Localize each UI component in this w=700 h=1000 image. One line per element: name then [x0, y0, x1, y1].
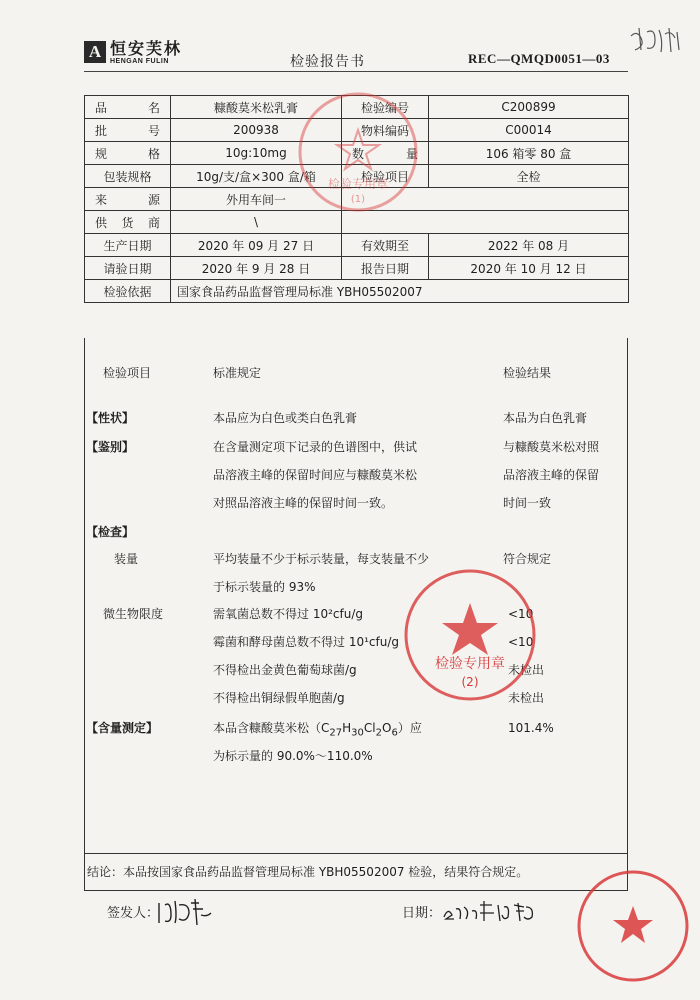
microbial-standard: 不得检出铜绿假单胞菌/g — [213, 691, 345, 705]
identification-result-line: 与糠酸莫米松对照 — [503, 440, 600, 454]
table-row — [85, 280, 629, 303]
microbial-result: <10 — [508, 635, 534, 649]
assay-text-suffix: ）应 — [397, 721, 422, 735]
mfg-date-label: 生产日期 — [85, 234, 171, 257]
basis-label: 检验依据 — [85, 280, 171, 303]
quantity-value: 106 箱零 80 盒 — [429, 142, 629, 165]
corner-signature-scribble — [625, 22, 685, 62]
company-name-cn: 恒安芙林 — [110, 39, 183, 58]
product-name-value: 糠酸莫米松乳膏 — [171, 96, 342, 119]
handwritten-date — [440, 897, 540, 925]
formula-element: Cl — [363, 721, 376, 735]
company-name-en: HENGAN FULIN — [110, 58, 169, 65]
spec-value: 10g:10mg — [171, 142, 342, 165]
conclusion-text: 结论：本品按国家食品药品监督管理局标准 YBH05502007 检验，结果符合规定。 — [87, 865, 529, 879]
table-row — [85, 211, 629, 234]
table-row — [85, 234, 629, 257]
table-row — [85, 165, 629, 188]
date-label: 日期： — [402, 906, 442, 921]
source-value: 外用车间一 — [171, 188, 342, 211]
batch-value: 200938 — [171, 119, 342, 142]
empty-cell — [429, 188, 629, 211]
formula-element: O — [381, 721, 392, 735]
identification-standard-line: 对照品溶液主峰的保留时间一致。 — [213, 496, 394, 510]
header-divider — [84, 71, 628, 72]
stamp-star-icon — [613, 906, 653, 943]
test-no-label: 检验编号 — [342, 96, 429, 119]
assay-result: 101.4% — [508, 721, 554, 735]
mfg-date-value: 2020 年 09 月 27 日 — [171, 234, 342, 257]
table-row — [85, 119, 629, 142]
document-title: 检验报告书 — [290, 54, 365, 70]
product-info-table — [84, 95, 629, 303]
expiry-label: 有效期至 — [342, 234, 429, 257]
empty-cell — [342, 188, 429, 211]
package-spec-label: 包装规格 — [85, 165, 171, 188]
basis-value: 国家食品药品监督管理局标准 YBH05502007 — [171, 280, 629, 303]
identification-result-line: 品溶液主峰的保留 — [503, 468, 600, 482]
stamp1-text: 检验专用章 — [327, 177, 389, 191]
formula-element: H — [342, 721, 352, 735]
column-header-standard: 标准规定 — [213, 366, 262, 380]
identification-title: 【鉴别】 — [86, 440, 135, 454]
fill-label: 装量 — [114, 552, 139, 566]
expiry-value: 2022 年 08 月 — [429, 234, 629, 257]
stamp2-number: (2) — [461, 675, 479, 689]
appearance-title: 【性状】 — [86, 411, 135, 425]
assay-standard-line2: 为标示量的 90.0%～110.0% — [213, 749, 373, 763]
fill-result: 符合规定 — [503, 552, 552, 566]
report-date-value: 2020 年 10 月 12 日 — [429, 257, 629, 280]
request-date-label: 请验日期 — [85, 257, 171, 280]
microbial-result: 未检出 — [508, 663, 545, 677]
column-header-item: 检验项目 — [103, 366, 152, 380]
microbial-result: 未检出 — [508, 691, 545, 705]
document-code: REC—QMQD0051—03 — [468, 51, 610, 66]
assay-title: 【含量测定】 — [86, 721, 159, 735]
microbial-result: <10 — [508, 607, 534, 621]
batch-label: 批 号 — [85, 119, 171, 142]
column-header-result: 检验结果 — [503, 366, 552, 380]
material-code-label: 物料编码 — [342, 119, 429, 142]
identification-standard-line: 品溶液主峰的保留时间应与糠酸莫米松 — [213, 468, 418, 482]
test-no-value: C200899 — [429, 96, 629, 119]
identification-result-line: 时间一致 — [503, 496, 552, 510]
test-item-value: 全检 — [429, 165, 629, 188]
microbial-standard: 霉菌和酵母菌总数不得过 10¹cfu/g — [213, 635, 399, 649]
microbial-standard: 需氧菌总数不得过 10²cfu/g — [213, 607, 363, 621]
empty-cell — [429, 211, 629, 234]
spec-label: 规 格 — [85, 142, 171, 165]
assay-standard-line1 — [213, 721, 422, 740]
identification-standard-line: 在含量测定项下记录的色谱图中，供试 — [213, 440, 418, 454]
report-date-label: 报告日期 — [342, 257, 429, 280]
stamp2-text: 检验专用章 — [435, 656, 505, 672]
formula-subscript: 2 — [375, 727, 382, 739]
issuer-label: 签发人： — [107, 906, 160, 921]
appearance-standard: 本品应为白色或类白色乳膏 — [213, 411, 358, 425]
table-row — [85, 142, 629, 165]
conclusion-divider — [84, 853, 628, 854]
microbial-limit-label: 微生物限度 — [103, 607, 164, 621]
company-logo — [84, 41, 182, 66]
table-row — [85, 257, 629, 280]
formula-subscript: 6 — [391, 727, 398, 739]
product-name-label: 品 名 — [85, 96, 171, 119]
stamp1-number: (1) — [350, 194, 366, 205]
assay-text-prefix: 本品含糠酸莫米松（C — [213, 721, 330, 735]
test-item-label: 检验项目 — [342, 165, 429, 188]
microbial-standard: 不得检出金黄色葡萄球菌/g — [213, 663, 357, 677]
request-date-value: 2020 年 9 月 28 日 — [171, 257, 342, 280]
formula-subscript: 27 — [329, 727, 343, 739]
material-code-value: C00014 — [429, 119, 629, 142]
fill-standard-line: 于标示装量的 93% — [213, 580, 316, 594]
table-row — [85, 96, 629, 119]
source-label: 来 源 — [85, 188, 171, 211]
quantity-label: 数 量 — [342, 142, 429, 165]
package-spec-value: 10g/支/盒×300 盒/箱 — [171, 165, 342, 188]
fill-standard-line: 平均装量不少于标示装量，每支装量不少 — [213, 552, 430, 566]
appearance-result: 本品为白色乳膏 — [503, 411, 588, 425]
supplier-label: 供货商 — [85, 211, 171, 234]
table-row — [85, 188, 629, 211]
issuer-signature — [155, 895, 215, 927]
inspection-title: 【检查】 — [86, 525, 135, 539]
logo-mark: A — [84, 41, 106, 63]
supplier-value: \ — [171, 211, 342, 234]
formula-subscript: 30 — [351, 727, 364, 739]
empty-cell — [342, 211, 429, 234]
